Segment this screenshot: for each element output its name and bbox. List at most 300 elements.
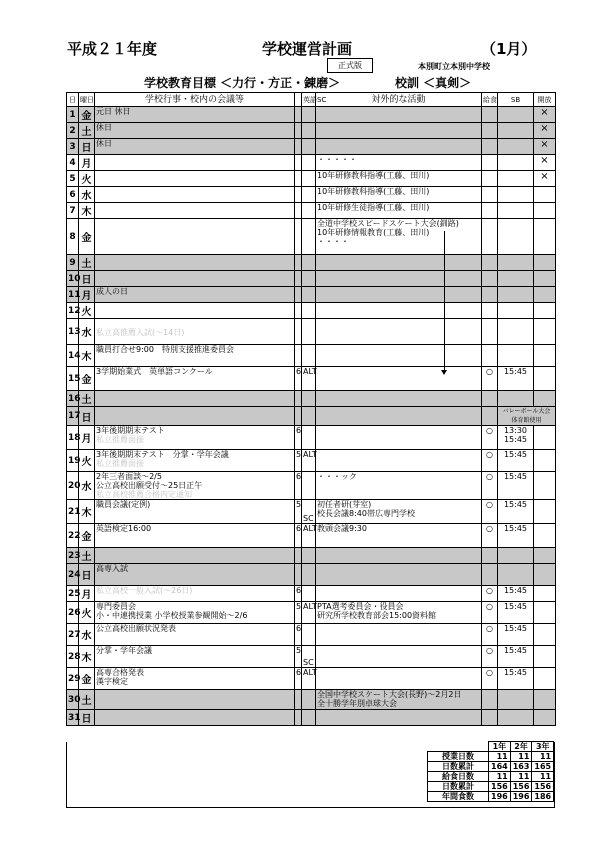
school-name: 本別町立本別中学校 [418,62,490,71]
closed-cell [534,668,556,690]
summary-row [428,792,554,802]
class-count: 6 [295,426,302,450]
day-number: 23 [67,548,79,564]
text-line: 初任者研(芽室) [317,500,372,509]
day-number: 6 [67,187,79,203]
day-number: 10 [67,271,79,287]
closed-cell [534,472,556,500]
class-count: 6 [295,472,302,500]
summary-value: 164 [489,762,511,772]
text-line: 高専合格発表 [96,668,144,677]
closed-cell [534,391,556,407]
sb-time-text: 15:45 [503,668,528,677]
sb-time [498,155,534,171]
text-line: 私立高校推薦合格内定通知 [96,490,192,499]
summary-value: 11 [510,772,532,782]
circle-mark-icon: ○ [486,500,493,509]
table-row [67,602,556,624]
grade-label: 3年 [532,742,554,752]
circle-mark-icon: ○ [486,472,493,481]
circle-mark-icon: ○ [486,668,493,677]
weekday: 木 [79,646,95,668]
table-row [67,123,556,139]
weekday: 土 [79,255,95,271]
table-row [67,271,556,287]
grade-label: 2年 [510,742,532,752]
closed-cell [534,345,556,367]
text-line: 公立高校出願受付～25日正午 [96,481,203,490]
events-cell [95,624,295,646]
class-type [302,624,316,646]
external-activities [316,602,482,624]
grade-label: 1年 [489,742,511,752]
closed-cell [534,139,556,155]
day-number: 9 [67,255,79,271]
external-activities [316,123,482,139]
weekday: 水 [79,472,95,500]
day-number: 28 [67,646,79,668]
table-row [67,391,556,407]
sb-time [498,668,534,690]
closed-cell [534,586,556,602]
lunch-cell [482,203,498,219]
class-type: ALT [302,524,316,548]
summary-label: 年間食数 [428,792,489,802]
external-activities [316,107,482,123]
external-activities [316,187,482,203]
weekday: 月 [79,287,95,303]
external-activities [316,391,482,407]
day-number: 16 [67,391,79,407]
lunch-cell [482,710,498,726]
events-cell [95,203,295,219]
spacer [96,319,293,328]
class-count [295,271,302,287]
day-number: 1 [67,107,79,123]
weekday: 土 [79,123,95,139]
sb-time [498,710,534,726]
closed-cell [534,426,556,450]
weekday: 火 [79,303,95,319]
events-cell [95,255,295,271]
text-line: 私立高校一般入試(～26日) [96,586,193,595]
lunch-cell [482,524,498,548]
summary-value: 163 [510,762,532,772]
class-type [302,155,316,171]
closed-cell [534,187,556,203]
table-row [67,710,556,726]
sb-time [498,319,534,345]
text-line: 10年研修教科指導(工藤、田川) [317,187,430,196]
class-type [302,287,316,303]
cross-mark-icon: × [540,107,549,118]
closed-cell [534,303,556,319]
circle-mark-icon: ○ [486,367,493,376]
text-line: 教頭会議9:30 [317,524,367,533]
external-activities [316,203,482,219]
weekday: 月 [79,586,95,602]
events-cell [95,690,295,710]
circle-mark-icon: ○ [486,602,493,611]
lunch-cell [482,586,498,602]
class-count [295,123,302,139]
sb-time [498,139,534,155]
external-activities [316,345,482,367]
class-count [295,548,302,564]
class-type [302,123,316,139]
text-line: 2年三者面談～2/5 [96,472,162,481]
sb-time [498,123,534,139]
external-activities [316,219,482,255]
class-count [295,407,302,426]
class-type [302,319,316,345]
events-cell [95,139,295,155]
events-cell [95,367,295,391]
sb-time-text: 13:30 [503,426,528,435]
summary-value: 11 [532,772,554,782]
lunch-cell [482,668,498,690]
summary-value: 11 [489,752,511,762]
sb-time [498,407,556,426]
day-number: 12 [67,303,79,319]
col-weekday: 曜日 [79,93,95,107]
events-cell [95,155,295,171]
col-count [295,93,302,107]
weekday: 土 [79,690,95,710]
sb-time [498,367,534,391]
circle-mark-icon: ○ [486,426,493,435]
table-row [67,287,556,303]
table-row [67,303,556,319]
external-activities [316,367,482,391]
closed-cell [534,367,556,391]
lunch-cell [482,624,498,646]
text-line: 10年研修情報教育(工藤、田川) [317,228,430,237]
external-activities [316,450,482,472]
sb-time [498,287,534,303]
closed-cell [534,123,556,139]
day-number: 3 [67,139,79,155]
events-cell [95,187,295,203]
lunch-cell [482,450,498,472]
table-row [67,646,556,668]
weekday: 土 [79,548,95,564]
class-count [295,171,302,187]
lunch-cell [482,107,498,123]
class-count [295,345,302,367]
sb-time-text: 15:45 [503,602,528,611]
closed-cell [534,646,556,668]
events-cell [95,646,295,668]
text-line: 10年研修教科指導(工藤、田川) [317,171,430,180]
lunch-cell [482,407,498,426]
text-line: 専門委員会 [96,602,136,611]
class-type [302,564,316,586]
lunch-cell [482,219,498,255]
day-number: 17 [67,407,79,426]
sb-time-text: 15:45 [503,624,528,633]
class-type [302,255,316,271]
text-line: 私立高推薦入試(～14日) [96,328,185,337]
lunch-cell [482,602,498,624]
sb-time-text: 15:45 [503,435,528,444]
closed-cell [534,171,556,187]
table-row [67,524,556,548]
table-row [67,472,556,500]
class-count [295,690,302,710]
day-number: 20 [67,472,79,500]
day-number: 2 [67,123,79,139]
class-type [302,472,316,500]
class-type [302,407,316,426]
table-row [67,548,556,564]
table-row [67,624,556,646]
official-version-badge: 正式版 [327,58,373,73]
text-line: 漢字検定 [96,677,128,686]
events-cell [95,391,295,407]
class-type [302,303,316,319]
text-line: 分掌・学年会議 [96,646,152,655]
text-line: 英語検定16:00 [96,524,152,533]
education-goal: 学校教育目標 ＜力行・方正・錬磨＞ [144,76,341,90]
weekday: 金 [79,219,95,255]
events-cell [95,586,295,602]
table-row [67,586,556,602]
lunch-cell [482,123,498,139]
table-row [67,345,556,367]
class-type [302,139,316,155]
sb-time [498,472,534,500]
day-number: 24 [67,564,79,586]
text-line: 公立高校出願状況発表 [96,624,176,633]
closed-cell [534,624,556,646]
closed-cell [534,255,556,271]
class-type: ALT [302,450,316,472]
summary-value: 156 [532,782,554,792]
col-class: 英語SC [302,93,316,107]
text-line: 休日 [96,139,112,148]
class-type [302,710,316,726]
events-cell [95,287,295,303]
day-number: 22 [67,524,79,548]
text-line: 職員打合せ9:00 特別支援推進委員会 [96,345,234,354]
events-cell [95,171,295,187]
class-type: SC [302,500,316,524]
closed-cell [534,319,556,345]
lunch-cell [482,500,498,524]
text-line: 校長会議8:40帯広専門学校 [317,509,415,518]
month-label: （1月） [481,40,537,58]
weekday: 月 [79,155,95,171]
sb-time [498,107,534,123]
cross-mark-icon: × [540,123,549,134]
sb-time [498,564,534,586]
external-activities [316,668,482,690]
lunch-cell [482,319,498,345]
closed-cell [534,500,556,524]
closed-cell [534,155,556,171]
summary-row [428,762,554,772]
text-line: 3年後期期末テスト 分掌・学年会議 [96,450,229,459]
sb-time [498,500,534,524]
weekday: 日 [79,139,95,155]
day-number: 19 [67,450,79,472]
summary-label: 日数累計 [428,782,489,792]
day-number: 18 [67,426,79,450]
sb-time-text: 15:45 [503,450,528,459]
table-row [67,668,556,690]
summary-value: 186 [532,792,554,802]
sb-time [498,426,534,450]
sb-time [498,219,534,255]
table-row [67,367,556,391]
external-activities [316,171,482,187]
summary-label: 日数累計 [428,762,489,772]
lunch-cell [482,155,498,171]
events-cell [95,123,295,139]
class-count: 6 [295,524,302,548]
closed-cell [534,548,556,564]
day-number: 31 [67,710,79,726]
class-count: 6 [295,668,302,690]
lunch-cell [482,255,498,271]
events-cell [95,500,295,524]
lunch-cell [482,391,498,407]
weekday: 木 [79,345,95,367]
sb-time [498,602,534,624]
col-lunch: 給食 [482,93,498,107]
text-line: 小・中連携授業 小学校授業参観開始～2/6 [96,611,248,620]
text-line: 研究所学校教育部会15:00資料館 [317,611,437,620]
class-count [295,391,302,407]
weekday: 火 [79,171,95,187]
class-type [302,187,316,203]
weekday: 金 [79,107,95,123]
text-line: 休日 [96,123,112,132]
events-cell [95,710,295,726]
day-number: 27 [67,624,79,646]
events-cell [95,524,295,548]
text-line: 10年研修生徒指導(工藤、田川) [317,203,430,212]
text-line: 全十勝学年別卓球大会 [317,699,397,708]
weekday: 金 [79,524,95,548]
weekday: 月 [79,426,95,450]
class-count: 5 [295,602,302,624]
closed-cell [534,107,556,123]
class-type [302,345,316,367]
summary-value: 196 [489,792,511,802]
class-count [295,255,302,271]
weekday: 水 [79,319,95,345]
lunch-cell [482,139,498,155]
external-activities [316,407,482,426]
sb-time [498,271,534,287]
fiscal-year: 平成２１年度 [67,40,158,58]
weekday: 日 [79,564,95,586]
summary-value: 196 [510,792,532,802]
external-activities [316,271,482,287]
closed-cell [534,219,556,255]
class-count [295,203,302,219]
class-type: ALT [302,602,316,624]
sb-time [498,345,534,367]
table-row [67,564,556,586]
table-row [67,500,556,524]
external-activities [316,564,482,586]
lunch-cell [482,646,498,668]
weekday: 日 [79,407,95,426]
day-number: 26 [67,602,79,624]
events-cell [95,303,295,319]
lunch-cell [482,303,498,319]
class-type [302,219,316,255]
external-activities [316,710,482,726]
summary-value: 156 [510,782,532,792]
text-line: ・・・ック [317,472,357,481]
lunch-cell [482,271,498,287]
events-cell [95,472,295,500]
text-line: 私立推薦面接 [96,435,144,444]
day-number: 4 [67,155,79,171]
cross-mark-icon: × [540,171,549,182]
day-number: 14 [67,345,79,367]
summary-label: 授業日数 [428,752,489,762]
lunch-cell [482,171,498,187]
text-line: 全道中学校スピードスケート大会(釧路) [317,219,459,228]
sb-time-text: 15:45 [503,500,528,509]
class-count [295,219,302,255]
external-activities [316,500,482,524]
events-cell [95,107,295,123]
table-row [67,319,556,345]
class-count [295,303,302,319]
table-header-row [67,93,556,107]
sb-time [498,171,534,187]
day-number: 25 [67,586,79,602]
events-cell [95,564,295,586]
class-type [302,426,316,450]
lunch-cell [482,367,498,391]
table-row [67,187,556,203]
text-line: 私立推薦面接 [96,459,144,468]
events-cell [95,548,295,564]
weekday: 水 [79,187,95,203]
class-count [295,287,302,303]
day-number: 15 [67,367,79,391]
closed-cell [534,710,556,726]
class-count [295,139,302,155]
summary-label: 給食日数 [428,772,489,782]
text-line: ・・・・・ [317,155,357,164]
class-count [295,107,302,123]
external-activities [316,524,482,548]
table-row [67,407,556,426]
table-row [67,203,556,219]
sb-time-text: 15:45 [503,472,528,481]
text-line: 高専入試 [96,564,128,573]
school-motto: 校訓 ＜真剣＞ [395,76,472,90]
cross-mark-icon: × [540,139,549,150]
lunch-cell [482,548,498,564]
events-cell [95,345,295,367]
day-number: 8 [67,219,79,255]
text-line: 全国中学校スケート大会(長野)～2月2日 [317,690,462,699]
external-activities [316,472,482,500]
summary-value: 156 [489,782,511,792]
cross-mark-icon: × [540,155,549,166]
external-activities [316,690,482,710]
class-type [302,690,316,710]
